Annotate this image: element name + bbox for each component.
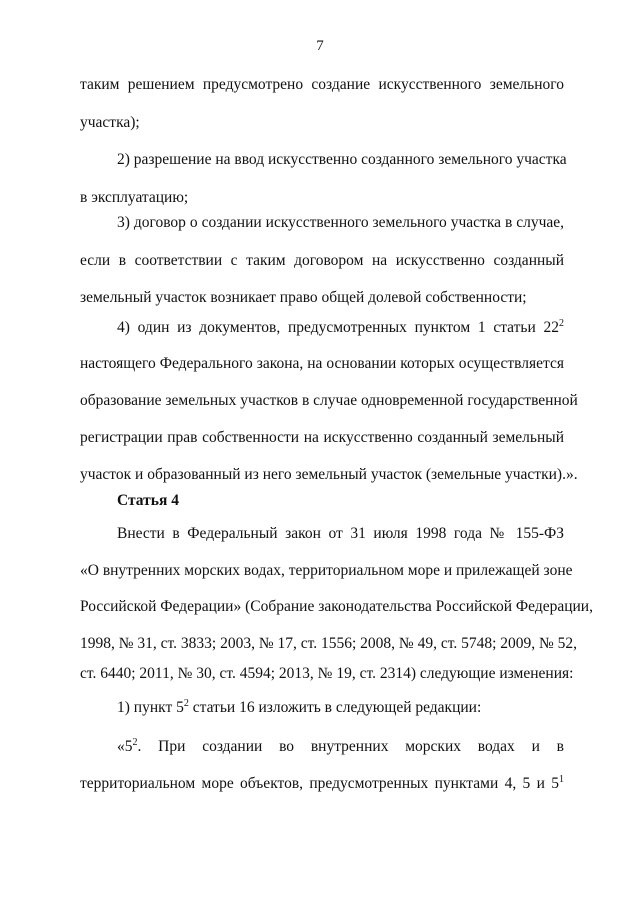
article-heading: Статья 4 — [117, 492, 179, 509]
text-line — [117, 737, 564, 757]
line-text: территориальном море объектов, предусмотренных пунктами 4, 5 и 5 — [80, 775, 559, 792]
line-text: статьи 16 изложить в следующей редакции: — [188, 699, 482, 716]
line-text: . При создании во внутренних морских водах и в — [137, 738, 564, 755]
text-line: настоящего Федерального закона, на основании которых осуществляется — [80, 355, 564, 372]
line-text: 4) один из документов, предусмотренных пунктом 1 статьи 22 — [117, 319, 559, 336]
text-line — [80, 774, 564, 794]
page-number: 7 — [316, 38, 324, 54]
text-line — [117, 698, 564, 718]
text-line: 2) разрешение на ввод искусственно созданного земельного участка — [117, 151, 567, 168]
text-line: таким решением предусмотрено создание искусственного земельного — [80, 76, 564, 93]
text-line: если в соответствии с таким договором на искусственно созданный — [80, 252, 564, 269]
text-line: 3) договор о создании искусственного земельного участка в случае, — [117, 214, 564, 231]
superscript: 2 — [183, 698, 189, 709]
text-line: Внести в Федеральный закон от 31 июля 1998 года № 155-ФЗ — [117, 525, 564, 542]
superscript: 1 — [559, 774, 564, 785]
text-line: ст. 6440; 2011, № 30, ст. 4594; 2013, № 19, ст. 2314) следующие изменения: — [80, 665, 574, 682]
superscript: 2 — [559, 318, 564, 329]
text-line: участка); — [80, 114, 140, 131]
text-line: 1998, № 31, ст. 3833; 2003, № 17, ст. 1556; 2008, № 49, ст. 5748; 2009, № 52, — [80, 635, 578, 652]
text-line: регистрации прав собственности на искусственно созданный земельный — [80, 429, 564, 446]
text-line: земельный участок возникает право общей долевой собственности; — [80, 289, 527, 306]
text-line: «О внутренних морских водах, территориальном море и прилежащей зоне — [80, 562, 573, 579]
text-line: образование земельных участков в случае одновременной государственной — [80, 392, 578, 409]
text-line — [117, 318, 564, 338]
line-text: 1) пункт 5 — [117, 699, 184, 716]
text-line: Российской Федерации» (Собрание законодательства Российской Федерации, — [80, 598, 593, 615]
line-text: «5 — [117, 738, 133, 755]
text-line: в эксплуатацию; — [80, 189, 189, 206]
superscript: 2 — [132, 737, 138, 748]
text-line: участок и образованный из него земельный участок (земельные участки).». — [80, 466, 578, 483]
